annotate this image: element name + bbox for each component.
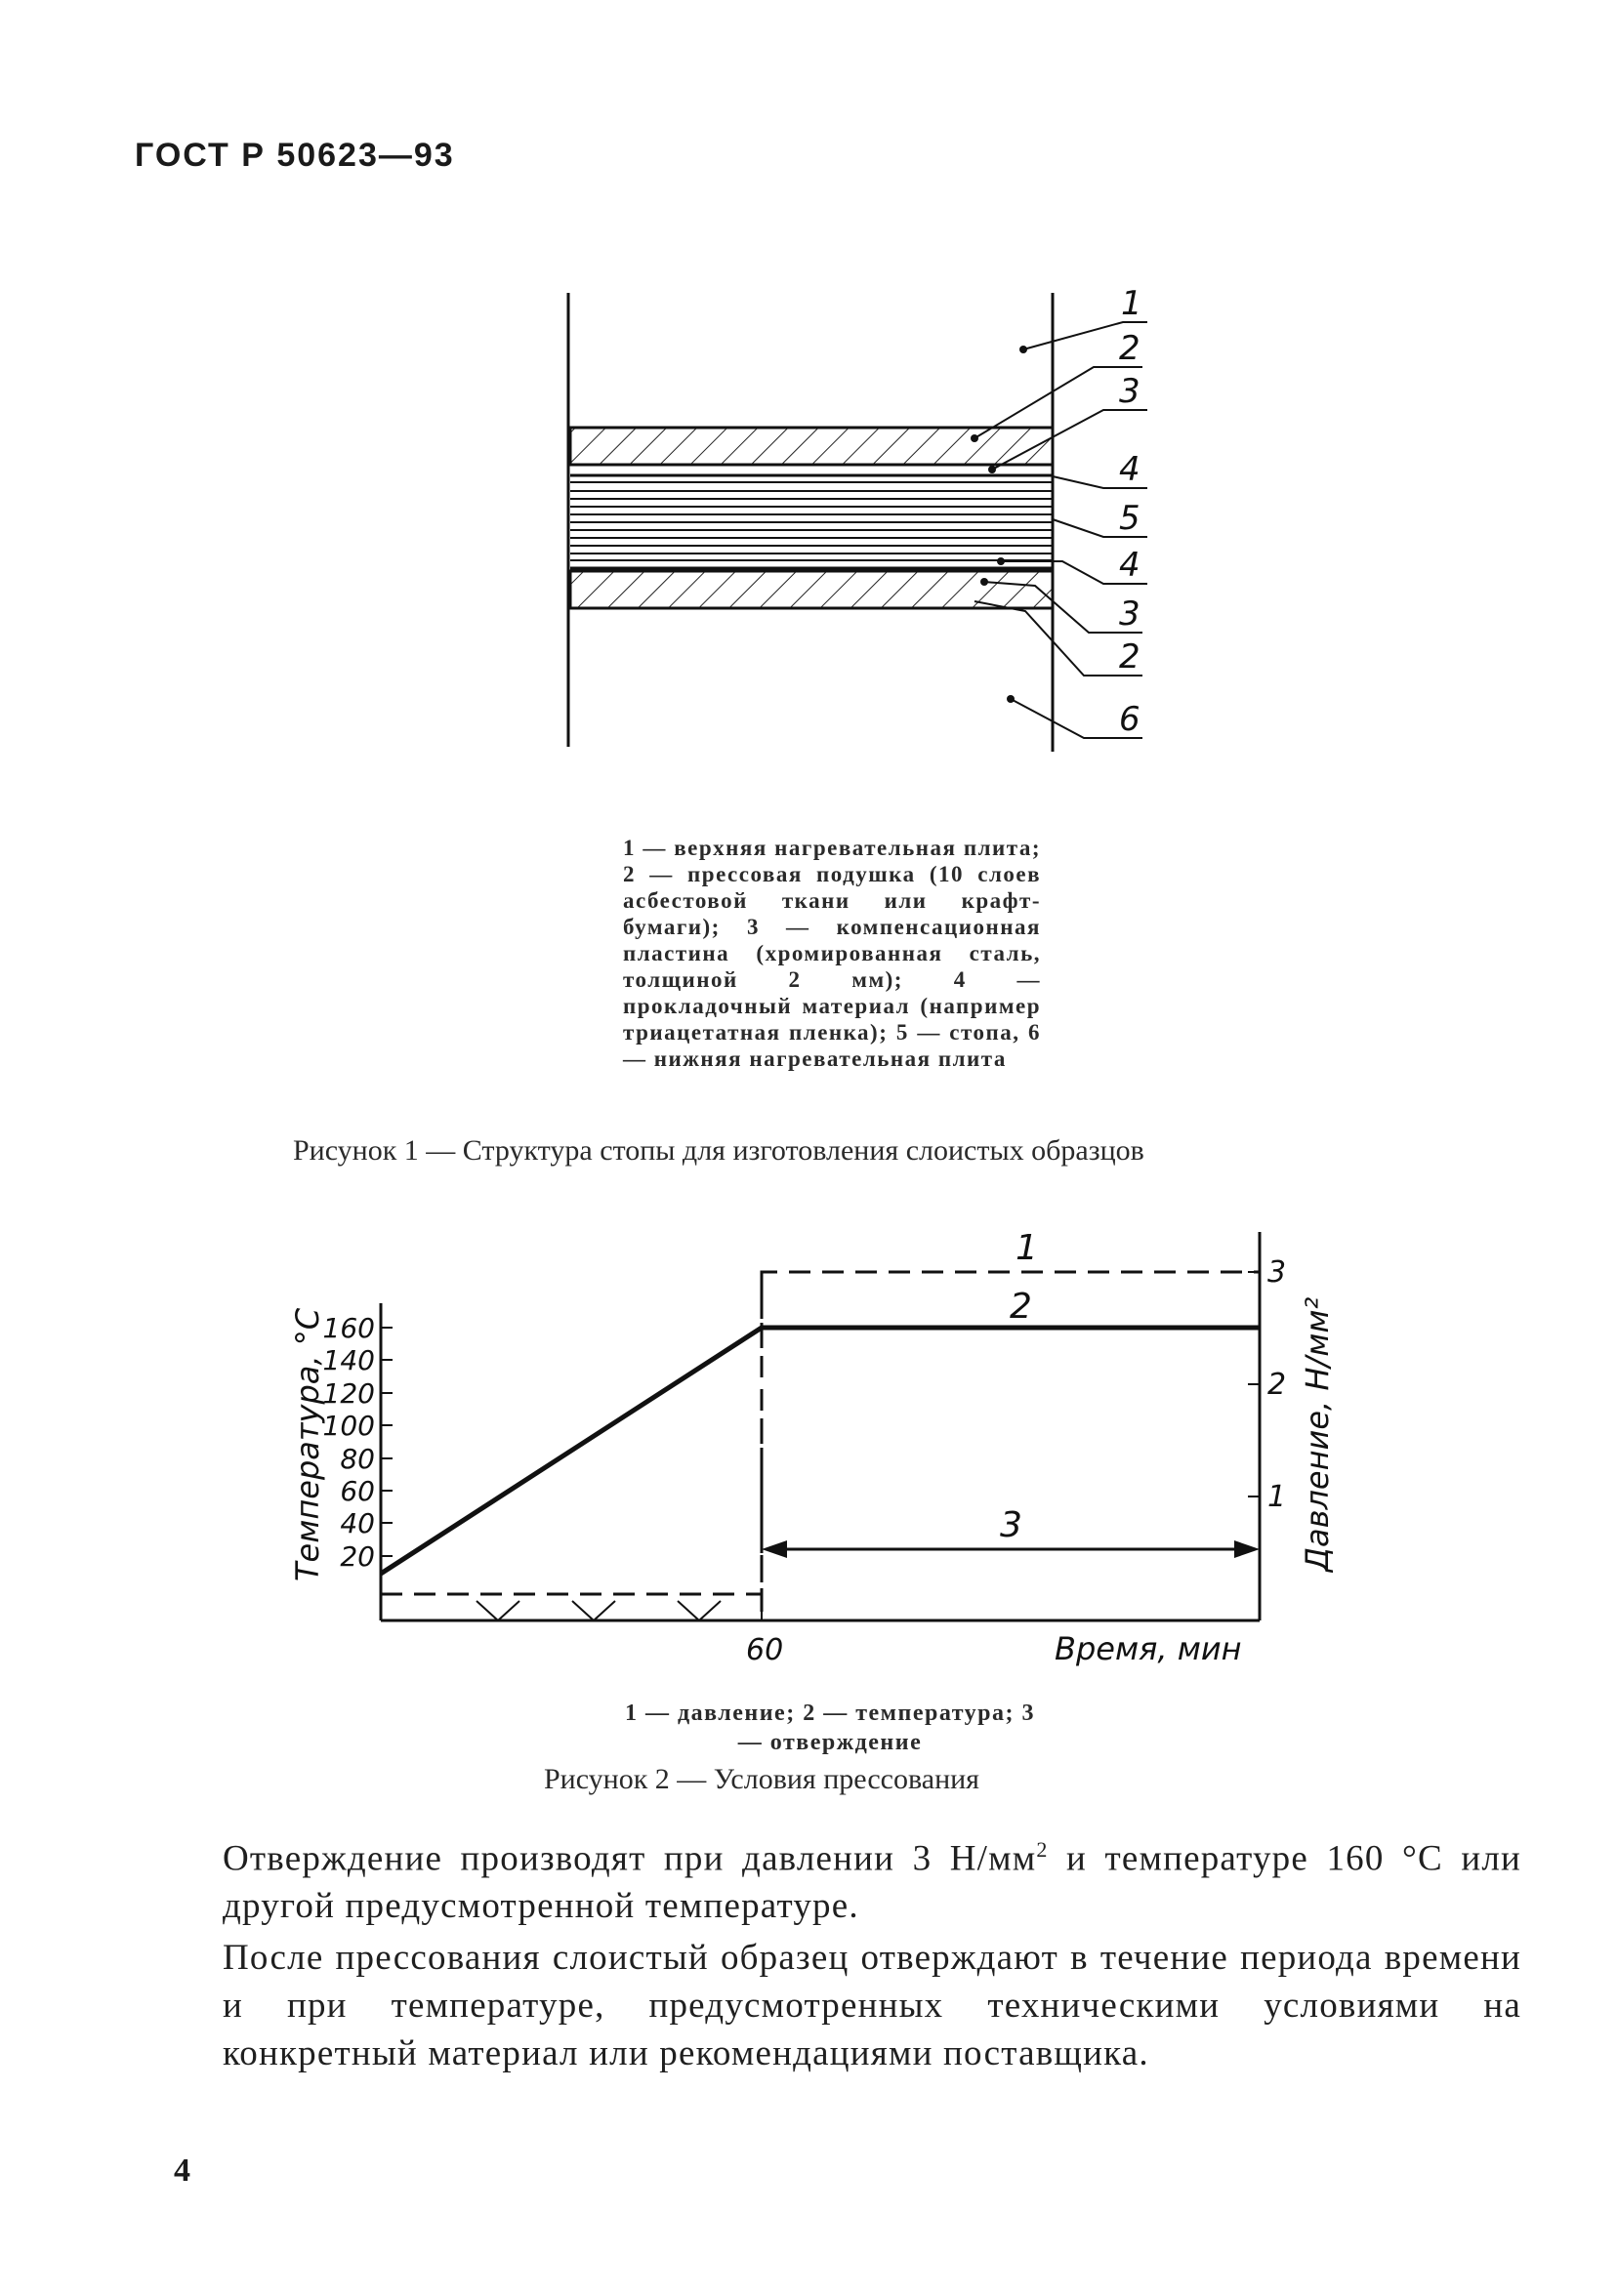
y-right-tick-1: 1: [1267, 1480, 1287, 1514]
y-left-tick-140: 140: [322, 1344, 375, 1376]
series-temperature-line: [381, 1328, 1260, 1574]
callout-4-bottom: 4: [1119, 546, 1140, 585]
curve-label-1: 1: [1016, 1228, 1038, 1268]
callout-4-top: 4: [1119, 450, 1140, 489]
curve-label-3: 3: [1000, 1505, 1022, 1545]
y-left-axis-label: Температура, °C: [289, 1307, 326, 1581]
y-left-tick-100: 100: [322, 1410, 375, 1442]
paragraph-2: После прессования слоистый образец отверждают в течение периода времени и при температуре, предусмотренных техническими условиями на конкретный материал или рекомендациями поставщика.: [223, 1938, 1521, 2074]
callout-1-top: 1: [1121, 284, 1142, 323]
paragraph-1-text-a: Отверждение производят при давлении 3 Н/мм: [223, 1838, 1037, 1879]
y-left-tick-60: 60: [340, 1475, 375, 1507]
figure-2-legend: 1 — давление; 2 — температура; 3 — отверждение: [625, 1701, 1036, 1755]
figure-1-caption: Рисунок 1 — Структура стопы для изготовления слоистых образцов: [293, 1134, 1144, 1167]
figure-2-caption: Рисунок 2 — Условия прессования: [544, 1763, 979, 1795]
document-header: ГОСТ Р 50623—93: [135, 137, 455, 174]
paragraph-1-superscript: 2: [1036, 1837, 1049, 1862]
callout-3-top: 3: [1119, 372, 1140, 411]
paragraph-1-text-b: и температуре 160 °С или другой предусмотренной температуре.: [223, 1838, 1521, 1927]
pressure-markers: [477, 1601, 721, 1620]
y-left-tick-20: 20: [340, 1540, 375, 1573]
x-axis-label: Время, мин: [1055, 1630, 1242, 1667]
curve-label-2: 2: [1010, 1287, 1032, 1327]
page-number: 4: [174, 2152, 190, 2189]
y-left-tick-120: 120: [322, 1377, 375, 1410]
x-tick-60: 60: [746, 1633, 784, 1667]
callout-3-bottom: 3: [1119, 594, 1140, 634]
y-right-tick-2: 2: [1267, 1368, 1287, 1402]
series-pressure-line: [381, 1272, 1260, 1594]
figure-1-legend: 1 — верхняя нагревательная плита; 2 — прессовая подушка (10 слоев асбестовой ткани или крафт-бумаги); 3 — компенсационная пластина (хромированная сталь, толщиной 2 мм); 4 — прокладочный материал (например триацетатная пленка); 5 — стопа, 6 — нижняя нагревательная плита: [623, 836, 1041, 1071]
paragraph-1: [223, 1825, 1521, 1930]
callout-2-bottom: 2: [1119, 637, 1140, 676]
callout-2-top: 2: [1119, 329, 1140, 368]
y-left-tick-80: 80: [340, 1443, 375, 1475]
body-text: [223, 1825, 1521, 2077]
y-right-axis-label: Давление, Н/мм²: [1299, 1296, 1336, 1572]
callout-5: 5: [1119, 499, 1140, 538]
y-right-tick-3: 3: [1267, 1255, 1287, 1290]
callout-6: 6: [1119, 700, 1140, 739]
y-left-tick-40: 40: [340, 1507, 375, 1539]
y-left-tick-160: 160: [322, 1312, 375, 1344]
